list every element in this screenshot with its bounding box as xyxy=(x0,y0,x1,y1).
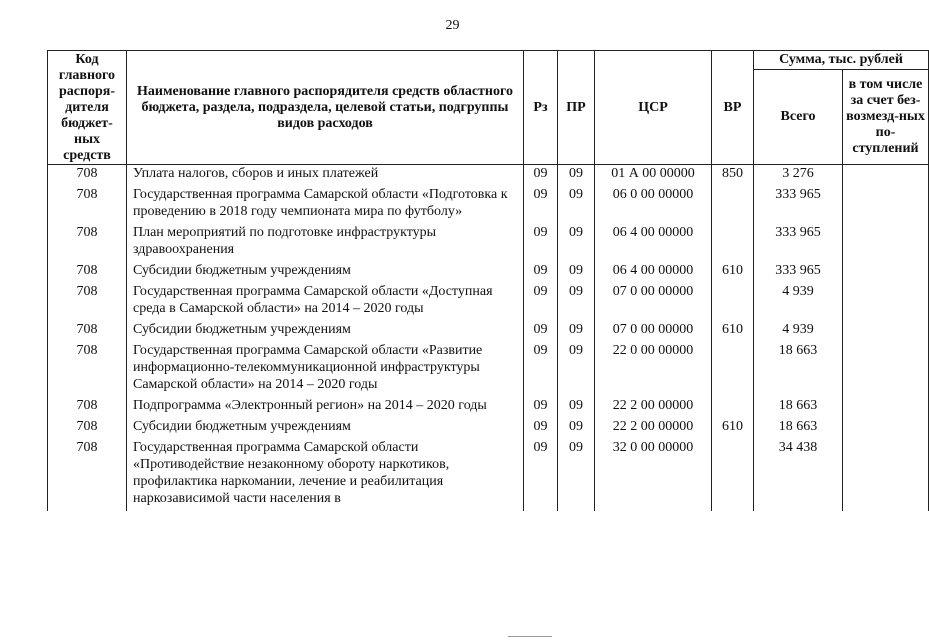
header-code: Код главного распоря-дителя бюджет-ных средств xyxy=(48,51,127,165)
cell-free xyxy=(843,224,929,262)
cell-code: 708 xyxy=(48,262,127,283)
cell-pr: 09 xyxy=(558,186,595,224)
cell-code: 708 xyxy=(48,321,127,342)
cell-rz: 09 xyxy=(524,186,558,224)
cell-pr: 09 xyxy=(558,262,595,283)
cell-rz: 09 xyxy=(524,397,558,418)
cell-code: 708 xyxy=(48,342,127,397)
cell-vr xyxy=(712,342,754,397)
header-free: в том числе за счет без-возмезд-ных по-ступлений xyxy=(843,70,929,165)
cell-pr: 09 xyxy=(558,165,595,187)
header-pr: ПР xyxy=(558,51,595,165)
cell-rz: 09 xyxy=(524,165,558,187)
cell-csr: 32 0 00 00000 xyxy=(595,439,712,511)
cell-total: 4 939 xyxy=(754,283,843,321)
cell-csr: 22 0 00 00000 xyxy=(595,342,712,397)
cell-code: 708 xyxy=(48,186,127,224)
cell-rz: 09 xyxy=(524,283,558,321)
cell-total: 18 663 xyxy=(754,342,843,397)
table-header xyxy=(48,51,929,165)
header-sum: Сумма, тыс. рублей xyxy=(754,51,929,70)
cell-csr: 22 2 00 00000 xyxy=(595,418,712,439)
cell-free xyxy=(843,321,929,342)
table-body xyxy=(48,165,929,512)
cell-free xyxy=(843,186,929,224)
cell-vr: 850 xyxy=(712,165,754,187)
cell-vr xyxy=(712,186,754,224)
cell-vr: 610 xyxy=(712,418,754,439)
cell-rz: 09 xyxy=(524,418,558,439)
cell-rz: 09 xyxy=(524,224,558,262)
cell-name: Субсидии бюджетным учреждениям xyxy=(127,418,524,439)
cell-code: 708 xyxy=(48,418,127,439)
cell-vr: 610 xyxy=(712,321,754,342)
cell-total: 3 276 xyxy=(754,165,843,187)
table-row xyxy=(48,342,929,397)
table-row xyxy=(48,165,929,187)
header-vr: ВР xyxy=(712,51,754,165)
header-csr: ЦСР xyxy=(595,51,712,165)
table-row xyxy=(48,321,929,342)
cell-name: Уплата налогов, сборов и иных платежей xyxy=(127,165,524,187)
cell-vr xyxy=(712,224,754,262)
cell-pr: 09 xyxy=(558,283,595,321)
cell-name: Государственная программа Самарской области «Развитие информационно-телекоммуникационной инфраструктуры Самарской области» на 2014 – 2020 годы xyxy=(127,342,524,397)
table-row xyxy=(48,224,929,262)
cell-csr: 07 0 00 00000 xyxy=(595,283,712,321)
cell-total: 333 965 xyxy=(754,224,843,262)
cell-csr: 06 4 00 00000 xyxy=(595,262,712,283)
header-name: Наименование главного распорядителя средств областного бюджета, раздела, подраздела, целевой статьи, подгруппы видов расходов xyxy=(127,51,524,165)
cell-name: Подпрограмма «Электронный регион» на 2014 – 2020 годы xyxy=(127,397,524,418)
table-row xyxy=(48,418,929,439)
cell-pr: 09 xyxy=(558,418,595,439)
table-row xyxy=(48,439,929,511)
cell-free xyxy=(843,262,929,283)
cell-name: Субсидии бюджетным учреждениям xyxy=(127,262,524,283)
table-row xyxy=(48,397,929,418)
cell-free xyxy=(843,397,929,418)
cell-free xyxy=(843,283,929,321)
cell-total: 18 663 xyxy=(754,397,843,418)
cell-vr xyxy=(712,283,754,321)
header-total: Всего xyxy=(754,70,843,165)
cell-pr: 09 xyxy=(558,397,595,418)
cell-csr: 22 2 00 00000 xyxy=(595,397,712,418)
cell-code: 708 xyxy=(48,283,127,321)
header-rz: Рз xyxy=(524,51,558,165)
cell-pr: 09 xyxy=(558,321,595,342)
cell-code: 708 xyxy=(48,224,127,262)
cell-vr: 610 xyxy=(712,262,754,283)
cell-csr: 07 0 00 00000 xyxy=(595,321,712,342)
table-row xyxy=(48,186,929,224)
cell-csr: 06 4 00 00000 xyxy=(595,224,712,262)
cell-code: 708 xyxy=(48,439,127,511)
cell-rz: 09 xyxy=(524,342,558,397)
cell-total: 333 965 xyxy=(754,262,843,283)
cell-name: Государственная программа Самарской области «Доступная среда в Самарской области» на 2014 – 2020 годы xyxy=(127,283,524,321)
cell-code: 708 xyxy=(48,397,127,418)
cell-free xyxy=(843,418,929,439)
cell-name: Государственная программа Самарской области «Противодействие незаконному обороту наркотиков, профилактика наркомании, лечение и реабилитация наркозависимой части населения в xyxy=(127,439,524,511)
cell-total: 333 965 xyxy=(754,186,843,224)
cell-pr: 09 xyxy=(558,224,595,262)
cell-rz: 09 xyxy=(524,262,558,283)
cell-total: 4 939 xyxy=(754,321,843,342)
footer-divider xyxy=(508,636,552,637)
cell-code: 708 xyxy=(48,165,127,187)
cell-name: Государственная программа Самарской области «Подготовка к проведению в 2018 году чемпионата мира по футболу» xyxy=(127,186,524,224)
cell-name: План мероприятий по подготовке инфраструктуры здравоохранения xyxy=(127,224,524,262)
cell-total: 18 663 xyxy=(754,418,843,439)
cell-pr: 09 xyxy=(558,342,595,397)
cell-rz: 09 xyxy=(524,321,558,342)
cell-free xyxy=(843,439,929,511)
cell-csr: 01 А 00 00000 xyxy=(595,165,712,187)
cell-csr: 06 0 00 00000 xyxy=(595,186,712,224)
cell-free xyxy=(843,165,929,187)
cell-name: Субсидии бюджетным учреждениям xyxy=(127,321,524,342)
cell-total: 34 438 xyxy=(754,439,843,511)
page-number: 29 xyxy=(445,18,460,33)
table-row xyxy=(48,262,929,283)
cell-free xyxy=(843,342,929,397)
cell-vr xyxy=(712,439,754,511)
cell-vr xyxy=(712,397,754,418)
table-row xyxy=(48,283,929,321)
cell-rz: 09 xyxy=(524,439,558,511)
budget-table xyxy=(47,50,929,511)
cell-pr: 09 xyxy=(558,439,595,511)
